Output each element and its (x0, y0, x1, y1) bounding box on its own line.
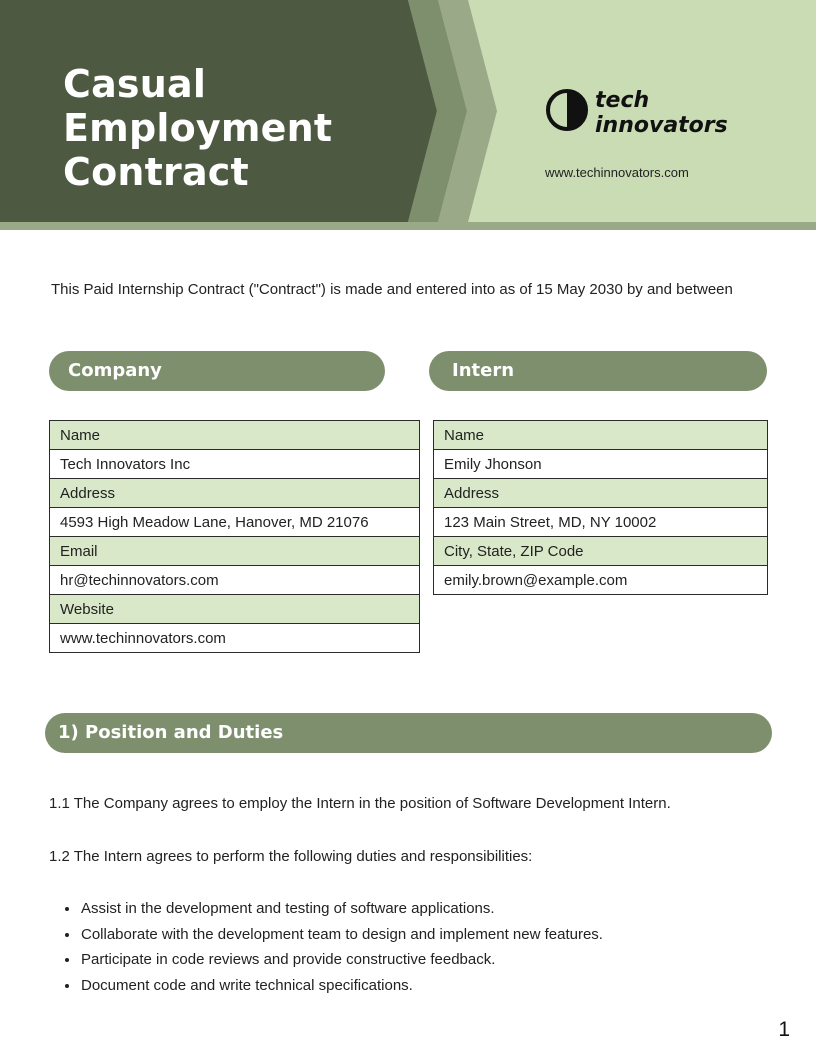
field-value: Emily Jhonson (434, 450, 768, 479)
table-row (434, 508, 768, 537)
table-row (50, 566, 420, 595)
table-row (50, 508, 420, 537)
page-number: 1 (778, 1018, 790, 1041)
field-value: www.techinnovators.com (50, 624, 420, 653)
clause-1-1: 1.1 The Company agrees to employ the Intern in the position of Software Development Intern. (49, 795, 671, 812)
field-label: Website (50, 595, 420, 624)
field-value: emily.brown@example.com (434, 566, 768, 595)
table-row (50, 595, 420, 624)
table-row (50, 450, 420, 479)
half-circle-logo-icon (545, 88, 589, 132)
title-line: Employment (63, 106, 333, 150)
field-label: Address (434, 479, 768, 508)
duties-list (60, 896, 603, 999)
list-item: • Participate in code reviews and provide constructive feedback. (80, 947, 603, 973)
field-value: 4593 High Meadow Lane, Hanover, MD 21076 (50, 508, 420, 537)
table-row (50, 537, 420, 566)
list-item: • Collaborate with the development team to design and implement new features. (80, 922, 603, 948)
intro-paragraph: This Paid Internship Contract ("Contract") is made and entered into as of 15 May 2030 by and between (51, 281, 733, 298)
field-label: Address (50, 479, 420, 508)
field-label: City, State, ZIP Code (434, 537, 768, 566)
clause-1-2: 1.2 The Intern agrees to perform the following duties and responsibilities: (49, 848, 533, 865)
company-details-table (49, 420, 420, 653)
title-line: Casual (63, 62, 207, 106)
table-row (434, 421, 768, 450)
table-row (434, 479, 768, 508)
list-item: • Assist in the development and testing of software applications. (80, 896, 603, 922)
header-website: www.techinnovators.com (545, 165, 689, 180)
intern-heading: Intern (429, 351, 767, 391)
section-heading-position-duties: 1) Position and Duties (45, 713, 772, 753)
logo-line: tech (595, 88, 650, 113)
field-label: Name (434, 421, 768, 450)
table-row (50, 421, 420, 450)
title-line: Contract (63, 150, 249, 194)
list-item: • Document code and write technical specifications. (80, 973, 603, 999)
intern-details-table (433, 420, 768, 595)
field-label: Name (50, 421, 420, 450)
header-banner (0, 0, 816, 230)
field-value: hr@techinnovators.com (50, 566, 420, 595)
table-row (434, 537, 768, 566)
field-value: 123 Main Street, MD, NY 10002 (434, 508, 768, 537)
field-label: Email (50, 537, 420, 566)
table-row (50, 624, 420, 653)
company-heading: Company (49, 351, 385, 391)
field-value: Tech Innovators Inc (50, 450, 420, 479)
logo-line: innovators (595, 113, 728, 138)
table-row (434, 566, 768, 595)
table-row (50, 479, 420, 508)
logo-wordmark (595, 88, 755, 138)
page-title (63, 62, 332, 194)
table-row (434, 450, 768, 479)
